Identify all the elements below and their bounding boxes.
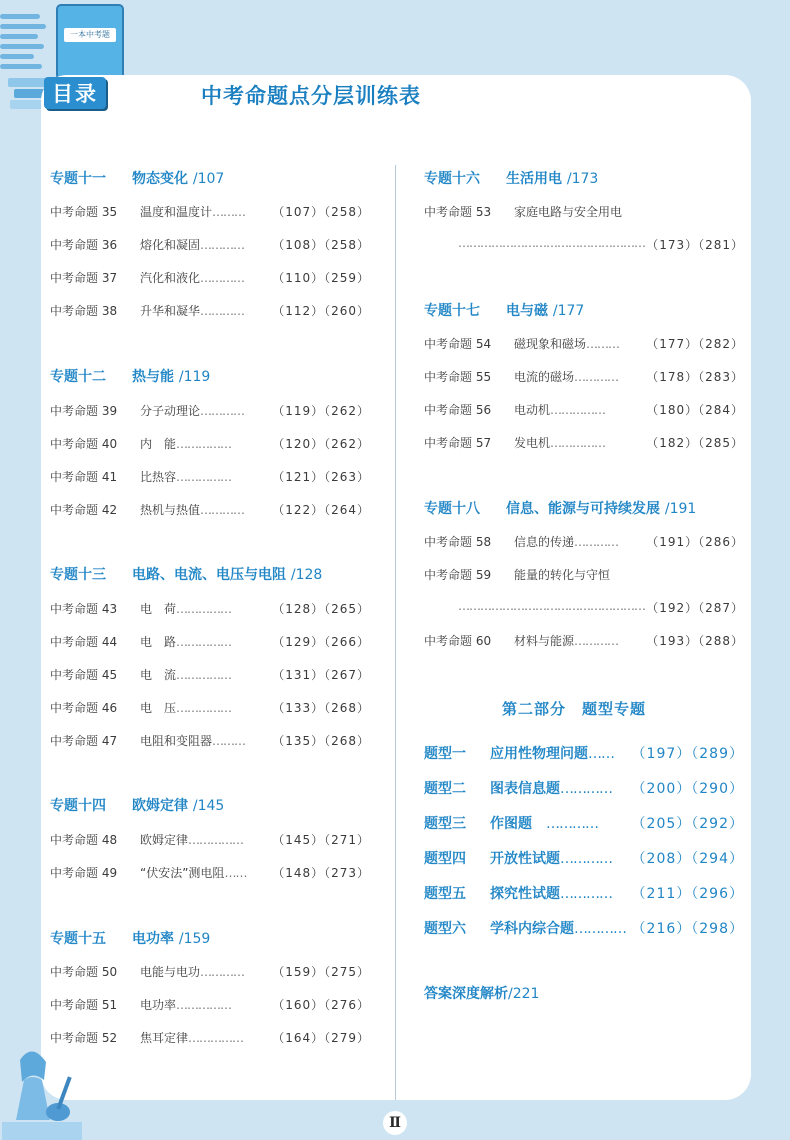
entry-name: 电动机 <box>514 403 551 417</box>
entry-pages: （191）（286） <box>646 535 744 549</box>
topic-heading[interactable] <box>424 300 584 320</box>
entry-leader-dots: ……… <box>586 337 620 351</box>
toc-entry-continuation[interactable] <box>458 236 744 250</box>
contents-badge: 目录 <box>44 77 106 109</box>
entry-leader-dots: ………… <box>200 965 245 979</box>
entry-name: 温度和温度计 <box>140 205 213 219</box>
question-type-entry[interactable] <box>424 778 744 798</box>
toc-entry[interactable] <box>50 732 370 749</box>
toc-entry[interactable] <box>50 864 370 881</box>
question-type-pages: （200）（290） <box>631 781 744 797</box>
entry-leader-dots: …………… <box>176 602 232 616</box>
entry-name: 比热容 <box>140 470 177 484</box>
entry-leader-dots: …… <box>588 746 614 762</box>
entry-label: 中考命题 53 <box>424 205 492 219</box>
question-type-number: 题型一 <box>424 746 466 762</box>
question-type-number: 题型二 <box>424 781 466 797</box>
question-type-entry[interactable] <box>424 813 744 833</box>
entry-name: 电 荷 <box>140 602 177 616</box>
entry-leader-dots: ………… <box>200 271 245 285</box>
book-mascot-illustration <box>56 4 124 80</box>
entry-pages: （120）（262） <box>272 437 370 451</box>
topic-page: /145 <box>192 798 225 814</box>
entry-label: 中考命题 60 <box>424 634 492 648</box>
book-mascot-label: 一本中考题 <box>64 28 116 42</box>
entry-leader-dots: ………… <box>200 238 245 252</box>
toc-entry[interactable] <box>50 699 370 716</box>
entry-name: 内 能 <box>140 437 177 451</box>
question-type-entry[interactable] <box>424 743 744 763</box>
toc-entry[interactable] <box>50 468 370 485</box>
toc-entry[interactable] <box>50 996 370 1013</box>
page-title: 中考命题点分层训练表 <box>201 84 421 108</box>
toc-entry[interactable] <box>50 236 370 253</box>
topic-page: /119 <box>178 369 211 385</box>
topic-heading[interactable] <box>50 795 224 815</box>
entry-name: 电流的磁场 <box>514 370 575 384</box>
entry-label: 中考命题 38 <box>50 304 118 318</box>
entry-label: 中考命题 48 <box>50 833 118 847</box>
entry-label: 中考命题 55 <box>424 370 492 384</box>
topic-heading[interactable] <box>50 928 210 948</box>
entry-pages: （148）（273） <box>272 866 370 880</box>
entry-pages: （108）（258） <box>272 238 370 252</box>
entry-label: 中考命题 47 <box>50 734 118 748</box>
entry-label: 中考命题 49 <box>50 866 118 880</box>
entry-pages: （110）（259） <box>272 271 370 285</box>
entry-name: 焦耳定律 <box>140 1031 189 1045</box>
entry-label: 中考命题 50 <box>50 965 118 979</box>
entry-label: 中考命题 37 <box>50 271 118 285</box>
entry-leader-dots: …………… <box>176 998 232 1012</box>
entry-label: 中考命题 39 <box>50 404 118 418</box>
answers-page: /221 <box>508 986 540 1002</box>
question-type-number: 题型六 <box>424 921 466 937</box>
entry-name: 升华和凝华 <box>140 304 201 318</box>
entry-name: 熔化和凝固 <box>140 238 201 252</box>
question-type-pages: （197）（289） <box>631 746 744 762</box>
entry-name: 分子动理论 <box>140 404 201 418</box>
entry-pages: （121）（263） <box>272 470 370 484</box>
entry-leader-dots: …………………………………………… <box>458 599 645 613</box>
topic-page: /107 <box>192 171 225 187</box>
topic-number: 专题十四 <box>50 798 106 814</box>
topic-name: 信息、能源与可持续发展 <box>506 501 660 517</box>
toc-entry[interactable] <box>50 633 370 650</box>
entry-name: 汽化和液化 <box>140 271 201 285</box>
entry-pages: （193）（288） <box>646 634 744 648</box>
topic-name: 欧姆定律 <box>132 798 188 814</box>
entry-leader-dots: ……… <box>212 734 246 748</box>
topic-name: 电功率 <box>132 931 174 947</box>
entry-name: 电阻和变阻器 <box>140 734 213 748</box>
answers-section-link[interactable] <box>424 983 539 1003</box>
question-type-name: 开放性试题 <box>490 851 560 867</box>
part-two-heading: 第二部分 题型专题 <box>502 700 647 718</box>
question-type-number: 题型四 <box>424 851 466 867</box>
topic-number: 专题十三 <box>50 567 106 583</box>
entry-name: 磁现象和磁场 <box>514 337 587 351</box>
toc-entry[interactable] <box>424 533 744 550</box>
question-type-pages: （216）（298） <box>631 921 744 937</box>
question-type-number: 题型三 <box>424 816 466 832</box>
entry-leader-dots: …………… <box>188 1031 244 1045</box>
entry-pages: （112）（260） <box>272 304 370 318</box>
entry-leader-dots: ………… <box>200 404 245 418</box>
entry-name: 欧姆定律 <box>140 833 189 847</box>
toc-entry[interactable] <box>424 335 744 352</box>
entry-name: 电 路 <box>140 635 177 649</box>
entry-label: 中考命题 52 <box>50 1031 118 1045</box>
entry-label: 中考命题 51 <box>50 998 118 1012</box>
toc-entry[interactable] <box>50 963 370 980</box>
entry-name: 电功率 <box>140 998 177 1012</box>
entry-label: 中考命题 43 <box>50 602 118 616</box>
question-type-name: 学科内综合题 <box>490 921 574 937</box>
entry-leader-dots: …… <box>224 866 247 880</box>
question-type-entry[interactable] <box>424 848 744 868</box>
entry-leader-dots: …………………………………………… <box>458 236 645 250</box>
entry-leader-dots: ………… <box>560 851 612 867</box>
question-type-name: 作图题 <box>490 816 532 832</box>
column-divider <box>395 165 396 1100</box>
entry-pages: （192）（287） <box>646 601 744 615</box>
entry-label: 中考命题 42 <box>50 503 118 517</box>
entry-pages: （128）（265） <box>272 602 370 616</box>
toc-entry[interactable] <box>50 831 370 848</box>
entry-label: 中考命题 58 <box>424 535 492 549</box>
entry-leader-dots: ………… <box>546 816 598 832</box>
question-type-pages: （208）（294） <box>631 851 744 867</box>
entry-name: 电能与电功 <box>140 965 201 979</box>
question-type-name: 应用性物理问题 <box>490 746 588 762</box>
entry-pages: （180）（284） <box>646 403 744 417</box>
entry-name: 信息的传递 <box>514 535 575 549</box>
question-type-entry[interactable] <box>424 918 744 938</box>
toc-entry-continuation[interactable] <box>458 599 744 613</box>
entry-pages: （129）（266） <box>272 635 370 649</box>
topic-name: 热与能 <box>132 369 174 385</box>
entry-pages: （159）（275） <box>272 965 370 979</box>
topic-name: 电路、电流、电压与电阻 <box>132 567 286 583</box>
entry-label: 中考命题 54 <box>424 337 492 351</box>
toc-entry[interactable] <box>424 566 744 583</box>
entry-leader-dots: …………… <box>176 668 232 682</box>
topic-heading[interactable] <box>424 498 696 518</box>
entry-name: 家庭电路与安全用电 <box>514 205 623 219</box>
topic-number: 专题十七 <box>424 303 480 319</box>
topic-number: 专题十一 <box>50 171 106 187</box>
entry-label: 中考命题 59 <box>424 568 492 582</box>
topic-name: 电与磁 <box>506 303 548 319</box>
entry-pages: （119）（262） <box>272 404 370 418</box>
entry-label: 中考命题 41 <box>50 470 118 484</box>
entry-leader-dots: ………… <box>574 535 619 549</box>
topic-page: /128 <box>290 567 323 583</box>
toc-entry[interactable] <box>50 600 370 617</box>
entry-leader-dots: ………… <box>200 503 245 517</box>
topic-heading[interactable] <box>50 366 210 386</box>
page-number: Ⅱ <box>383 1111 407 1135</box>
entry-leader-dots: ………… <box>560 781 612 797</box>
topic-number: 专题十二 <box>50 369 106 385</box>
toc-entry[interactable] <box>424 401 744 418</box>
entry-name: 材料与能源 <box>514 634 575 648</box>
entry-leader-dots: ……… <box>212 205 246 219</box>
entry-label: 中考命题 40 <box>50 437 118 451</box>
entry-name: 能量的转化与守恒 <box>514 568 611 582</box>
answers-name: 答案深度解析 <box>424 986 508 1002</box>
question-type-pages: （211）（296） <box>631 886 744 902</box>
question-type-name: 图表信息题 <box>490 781 560 797</box>
entry-pages: （131）（267） <box>272 668 370 682</box>
entry-leader-dots: …………… <box>550 436 606 450</box>
toc-entry[interactable] <box>50 501 370 518</box>
entry-pages: （145）（271） <box>272 833 370 847</box>
question-type-entry[interactable] <box>424 883 744 903</box>
topic-number: 专题十八 <box>424 501 480 517</box>
entry-leader-dots: …………… <box>176 437 232 451</box>
topic-name: 物态变化 <box>132 171 188 187</box>
topic-heading[interactable] <box>424 168 598 188</box>
entry-pages: （135）（268） <box>272 734 370 748</box>
topic-page: /177 <box>552 303 585 319</box>
question-type-pages: （205）（292） <box>631 816 744 832</box>
toc-entry[interactable] <box>50 302 370 319</box>
toc-entry[interactable] <box>50 666 370 683</box>
topic-page: /159 <box>178 931 211 947</box>
entry-leader-dots: …………… <box>176 701 232 715</box>
entry-pages: （177）（282） <box>646 337 744 351</box>
topic-page: /191 <box>664 501 697 517</box>
topic-name: 生活用电 <box>506 171 562 187</box>
question-type-name: 探究性试题 <box>490 886 560 902</box>
entry-leader-dots: ………… <box>574 634 619 648</box>
entry-label: 中考命题 36 <box>50 238 118 252</box>
toc-entry[interactable] <box>50 269 370 286</box>
entry-leader-dots: …………… <box>188 833 244 847</box>
topic-number: 专题十五 <box>50 931 106 947</box>
entry-leader-dots: …………… <box>176 635 232 649</box>
entry-name: 热机与热值 <box>140 503 201 517</box>
entry-pages: （160）（276） <box>272 998 370 1012</box>
entry-pages: （164）（279） <box>272 1031 370 1045</box>
entry-leader-dots: ………… <box>574 370 619 384</box>
entry-name: “伏安法”测电阻 <box>140 866 225 880</box>
toc-entry[interactable] <box>424 434 744 451</box>
toc-entry[interactable] <box>50 402 370 419</box>
entry-pages: （122）（264） <box>272 503 370 517</box>
toc-entry[interactable] <box>424 368 744 385</box>
toc-entry[interactable] <box>50 203 370 220</box>
entry-leader-dots: …………… <box>176 470 232 484</box>
entry-label: 中考命题 44 <box>50 635 118 649</box>
entry-leader-dots: ………… <box>200 304 245 318</box>
entry-pages: （133）（268） <box>272 701 370 715</box>
toc-entry[interactable] <box>424 632 744 649</box>
girl-guitar-illustration <box>2 1040 82 1140</box>
entry-label: 中考命题 45 <box>50 668 118 682</box>
entry-label: 中考命题 56 <box>424 403 492 417</box>
entry-label: 中考命题 46 <box>50 701 118 715</box>
entry-label: 中考命题 57 <box>424 436 492 450</box>
topic-number: 专题十六 <box>424 171 480 187</box>
toc-entry[interactable] <box>50 435 370 452</box>
entry-pages: （178）（283） <box>646 370 744 384</box>
topic-heading[interactable] <box>50 564 322 584</box>
topic-heading[interactable] <box>50 168 224 188</box>
toc-entry[interactable] <box>50 1029 370 1046</box>
entry-label: 中考命题 35 <box>50 205 118 219</box>
entry-pages: （182）（285） <box>646 436 744 450</box>
entry-name: 电 压 <box>140 701 177 715</box>
entry-name: 电 流 <box>140 668 177 682</box>
entry-pages: （173）（281） <box>646 238 744 252</box>
entry-pages: （107）（258） <box>272 205 370 219</box>
entry-leader-dots: …………… <box>550 403 606 417</box>
entry-name: 发电机 <box>514 436 551 450</box>
entry-leader-dots: ………… <box>560 886 612 902</box>
question-type-number: 题型五 <box>424 886 466 902</box>
topic-page: /173 <box>566 171 599 187</box>
entry-leader-dots: ………… <box>574 921 626 937</box>
toc-entry[interactable] <box>424 203 744 220</box>
